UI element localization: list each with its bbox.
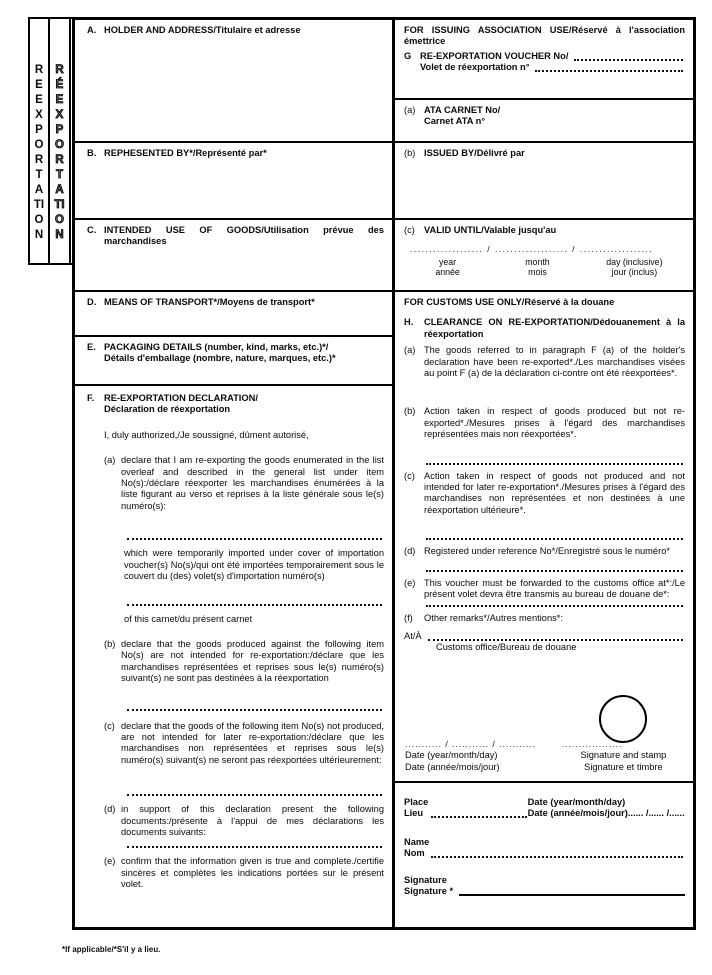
issuing-association-header: FOR ISSUING ASSOCIATION USE/Réservé à l'association émettrice [404,25,685,47]
customs-use-header: FOR CUSTOMS USE ONLY/Réservé à la douane [404,297,615,307]
customs-item-f-text: Other remarks*/Autres mentions*: [424,612,563,623]
section-c-marker: C. [87,225,97,235]
declaration-item-b-marker: (b) [104,638,116,649]
declaration-item-a-carnet: of this carnet/du présent carnet [124,614,253,625]
customs-item-e-fill-line [426,604,683,607]
customs-item-d [404,546,685,557]
customs-item-b-marker: (b) [404,406,416,417]
section-d-label: MEANS OF TRANSPORT*/Moyens de transport* [104,297,315,307]
voucher-number-line-en [420,51,685,62]
voucher-number-marker: G [404,50,412,61]
at-fill-line [428,631,683,641]
year-label-fr: année [435,267,460,278]
customs-date-signature-row [405,739,685,773]
section-a-marker: A. [87,25,97,35]
section-a-holder-address [75,20,392,143]
customs-item-e-text: This voucher must be forwarded to the customs office at*:/Le présent volet devra être transmis au bureau de douane de*: [424,577,685,600]
section-d-marker: D. [87,297,97,307]
declaration-item-e-text: confirm that the information given is true and complete./certifie sincères et complètes les indications portées sur le présent volet. [121,856,384,890]
declaration-item-c-marker: (c) [104,720,115,731]
customs-item-e-marker: (e) [404,577,416,588]
section-f-marker: F. [87,393,95,403]
customs-item-c [404,471,685,517]
ata-carnet-marker: (a) [404,105,416,115]
place-block [404,797,528,820]
customs-item-e [404,578,685,601]
voucher-number-label-fr: Volet de réexportation n° [420,62,530,73]
customs-item-d-fill-line [426,569,683,572]
section-b-label-row [87,148,384,159]
name-fill-line [431,848,683,858]
name-row [404,837,685,860]
item-numbers-fill-line [127,537,382,540]
section-d-label-row [87,297,384,308]
month-label-en: month [525,256,550,267]
declaration-item-a [104,455,384,512]
month-label-fr: mois [528,267,547,278]
date-label-fr: Date (année/mois/jour)...... /...... /...... [527,808,685,819]
signature-row [404,875,685,898]
section-a-label-row [87,25,384,36]
declaration-item-d [104,804,384,838]
customs-date-block [405,739,556,773]
declaration-item-a-marker: (a) [104,455,116,466]
section-a-label: HOLDER AND ADDRESS/Titulaire et adresse [104,25,301,35]
customs-item-c-text: Action taken in respect of goods not produced and not intended for later re-exportation*./Mesures prises à l'égard des marchandises non représentées et non destinées à une réexportation ultérieure*. [424,470,685,515]
year-label-en: year [438,256,457,267]
declaration-intro: I, duly authorized,/Je soussigné, dûment autorisé, [104,429,309,440]
place-label-fr: Lieu [404,808,424,819]
signature-label-fr: Signature * [404,886,454,897]
issued-by-marker: (b) [404,148,416,158]
customs-item-a-text: The goods referred to in paragraph F (a) of the holder's declaration have been re-exported*./Les marchandises visées au point F (a) de la déclaration ci-contre ont été réexportées*. [424,345,685,379]
section-b-label: REPHESENTED BY*/Représenté par* [104,148,267,158]
section-c-label-row [87,225,384,248]
voucher-form [72,17,696,930]
name-label-en: Name [404,836,430,847]
valid-until-date-labels [404,257,685,278]
customs-date-fill-line: ........... / ........... / ........... [405,738,537,749]
voucher-number-lines [420,51,685,74]
customs-item-b-text: Action taken in respect of goods produced but not re-exported*./Mesures prises à l'égard des marchandises représentées mais non réexportées*. [424,406,685,440]
section-f-reexportation-declaration [75,386,392,927]
ata-carnet-number-box [392,100,693,143]
declaration-item-d-marker: (d) [104,804,116,815]
name-line-fr [404,848,685,859]
customs-item-d-marker: (d) [404,546,416,557]
section-e-label-row [87,342,384,365]
declaration-item-c-text: declare that the goods of the following item No(s) not produced, are not intended for later re-exportation:/déclare que les marchandises non représentées et reprises sous le(s) numéro(s) suivant(s) ne seront pas réexportées ultérieurement: [121,720,384,765]
issued-by-label: ISSUED BY/Délivré par [424,148,525,158]
declaration-item-d-text: in support of this declaration present the following documents:/présente à l'appui de mes déclarations les documents suivants: [121,804,384,837]
importation-voucher-fill-line [127,603,382,606]
signature-label-en: Signature [404,874,447,885]
customs-item-c-fill-line [426,537,683,540]
clearance-marker: H. [404,317,414,328]
declaration-item-b-text: declare that the goods produced against the following item No(s) are not intended for re-exportation:/déclare que les marchandises représentées et reprises sous le(s) numéro(s) suivant(s) ne sont pas destinées à la réexportation [121,638,384,684]
declaration-item-a-cont: which were temporarily imported under cover of importation voucher(s) No(s)/qui ont été importées temporairement sous le couvert du (des) volet(s) d'importation numéro(s) [124,548,384,582]
ata-carnet-labels [424,105,685,128]
customs-item-b [404,406,685,440]
voucher-number-row [404,51,685,74]
customs-item-a-marker: (a) [404,345,416,356]
stamp-circle-placeholder [599,695,647,743]
section-e-label-en: PACKAGING DETAILS (number, kind, marks, etc.)*/ [104,342,329,352]
place-date-row [404,797,685,820]
valid-until-month-label [491,257,584,278]
signature-and-stamp-label-fr: Signature et timbre [584,761,663,772]
customs-item-d-text: Registered under reference No*/Enregistré sous le numéro* [424,546,670,557]
customs-item-f [404,613,685,624]
signature-and-stamp-label-en: Signature and stamp [580,750,667,761]
clearance-title: CLEARANCE ON RE-EXPORTATION/Dédouanement à la réexportation [424,317,685,339]
valid-until-box [392,220,693,292]
customs-use-box [392,292,693,783]
documents-fill-line [127,845,382,848]
valid-until-row [404,225,685,236]
holder-place-date-signature-box [392,783,693,927]
voucher-number-label-en: RE-EXPORTATION VOUCHER No/ [420,50,569,61]
customs-item-b-fill-line [426,462,683,465]
section-f-title-fr: Déclaration de réexportation [104,404,231,415]
section-f-title-en: RE-EXPORTATION DECLARATION/ [104,393,258,403]
section-b-represented-by [75,143,392,220]
at-label: At/À [404,630,422,641]
item-b-fill-line [127,708,382,711]
clearance-title-row [404,317,685,340]
date-block [528,797,685,820]
declaration-item-a-text: declare that I am re-exporting the goods enumerated in the list overleaf and described in the general list under item No(s):/déclare réexporter les marchandises énumérées à la liste figurant au verso et reprises à la liste générale sous le(s) numéro(s): [121,455,384,511]
at-customs-office-row [404,631,685,642]
valid-until-label: VALID UNTIL/Valable jusqu'au [424,225,557,235]
footnote: *If applicable/*S'il y a lieu. [62,945,161,954]
signature-fill-line [459,886,685,896]
customs-item-f-marker: (f) [404,612,413,623]
section-c-intended-use [75,220,392,292]
place-fill-line [431,808,527,818]
valid-until-year-label [404,257,491,278]
customs-office-label: Customs office/Bureau de douane [436,642,577,653]
ata-carnet-label-en: ATA CARNET No/ [424,105,501,115]
signature-line-fr [404,886,685,897]
ata-carnet-row [404,105,685,128]
place-label-en: Place [404,797,429,807]
valid-until-marker: (c) [404,225,415,235]
declaration-item-c [104,721,384,767]
place-line-fr [404,808,528,819]
section-c-label: INTENDED USE OF GOODS/Utilisation prévue des marchandises [104,225,384,247]
section-e-label-fr: Détails d'emballage (nombre, nature, marques, etc.)* [104,353,336,364]
customs-date-label-en: Date (year/month/day) [405,750,498,761]
section-d-means-of-transport [75,292,392,337]
date-label-en: Date (year/month/day) [527,797,626,807]
ata-carnet-label-fr: Carnet ATA n° [424,116,486,127]
item-c-fill-line [127,793,382,796]
day-label-fr: jour (inclus) [611,267,658,278]
reexportation-strip-en [28,17,50,265]
section-e-marker: E. [87,342,96,352]
customs-item-a [404,345,685,379]
customs-date-label-fr: Date (année/mois/jour) [405,761,500,772]
name-label-fr: Nom [404,848,425,859]
valid-until-day-label [584,257,685,278]
customs-signature-fill-line: .................. [561,738,623,749]
reexportation-vertical-text-en: REEXPORTATION [33,64,45,241]
section-b-marker: B. [87,148,97,158]
declaration-item-e-marker: (e) [104,856,116,867]
issued-by-box [392,143,693,220]
voucher-number-line-fr [420,62,685,73]
customs-signature-block [562,739,685,773]
reexportation-strip-fr [50,17,71,265]
declaration-item-e [104,856,384,890]
customs-item-c-marker: (c) [404,470,415,481]
declaration-item-b [104,639,384,685]
day-label-en: day (inclusive) [606,256,663,267]
reexportation-vertical-text-fr: RÉEXPORTATION [54,64,65,241]
voucher-number-fill-line [574,51,683,61]
section-e-packaging-details [75,337,392,386]
section-f-title-row [87,393,384,416]
issuing-association-box [392,20,693,100]
voucher-number-fill-line-fr [535,62,683,72]
issued-by-row [404,148,685,159]
valid-until-date-fill-line: ................... / ................... / ................... [410,244,654,255]
section-f-title [104,393,384,416]
section-e-label [104,342,384,365]
